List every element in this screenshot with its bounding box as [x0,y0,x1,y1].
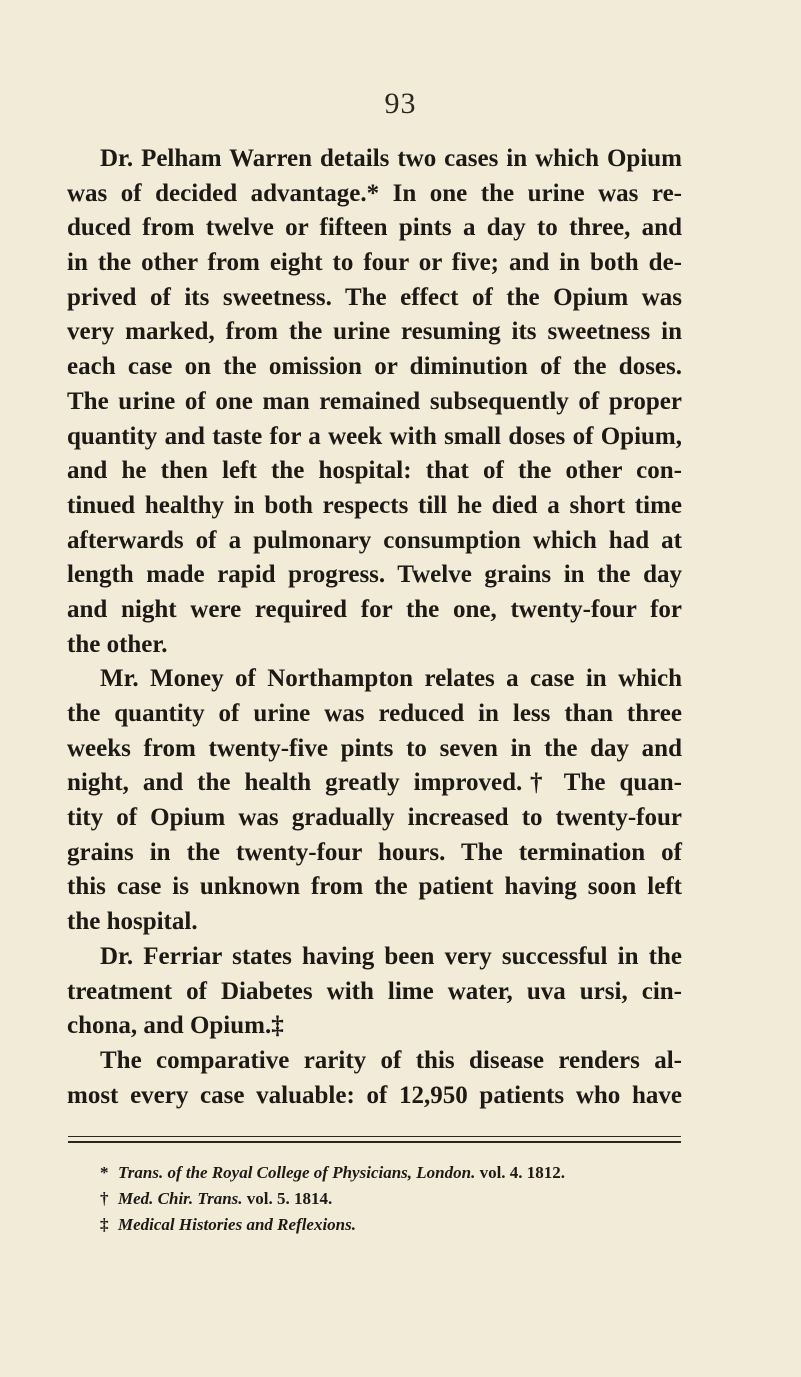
paragraph-line: was of decided advantage.* In one the urine was re- [67,179,682,207]
paragraph-line: chona, and Opium.‡ [67,1012,284,1040]
footnote-mark: ‡ [100,1215,109,1234]
paragraph-line: the other. [67,630,168,658]
footnote-title: Trans. of the Royal College of Physicians, London. [118,1163,476,1182]
footnote-detail: vol. 5. 1814. [242,1189,333,1208]
paragraph-line: night, and the health greatly improved.† The quan- [67,769,682,797]
footnote-mark: † [100,1189,109,1208]
footnote [100,1212,700,1238]
paragraph-line: afterwards of a pulmonary consumption which had at [67,526,682,554]
paragraph-line: grains in the twenty-four hours. The termination of [67,838,682,866]
footnote-detail: vol. 4. 1812. [475,1163,566,1182]
paragraph-line: tity of Opium was gradually increased to twenty-four [67,804,682,832]
body-text [67,142,682,1113]
paragraph-line: most every case valuable: of 12,950 patients who have [67,1081,682,1109]
paragraph-line: very marked, from the urine resuming its sweetness in [67,318,682,346]
footnote-divider [68,1136,681,1137]
paragraph-line: quantity and taste for a week with small doses of Opium, [67,422,682,450]
paragraph-line: the hospital. [67,908,198,936]
paragraph-line: The urine of one man remained subsequently of proper [67,387,682,415]
footnote-mark: * [100,1163,109,1182]
paragraph-line: length made rapid progress. Twelve grains in the day [67,561,682,589]
paragraph-line: and night were required for the one, twenty-four for [67,595,682,623]
footnote [100,1160,700,1186]
footnote-title: Med. Chir. Trans. [118,1189,243,1208]
page-number: 93 [384,87,417,120]
paragraph-line: tinued healthy in both respects till he died a short time [67,491,682,519]
paragraph-line: prived of its sweetness. The effect of the Opium was [67,283,682,311]
paragraph-line: this case is unknown from the patient having soon left [67,873,682,901]
paragraph-line: each case on the omission or diminution of the doses. [67,353,682,381]
paragraph-line: Mr. Money of Northampton relates a case in which [100,665,682,693]
footnotes [100,1160,700,1238]
paragraph-line: treatment of Diabetes with lime water, uva ursi, cin- [67,977,682,1005]
footnote-divider [68,1141,681,1143]
footnote [100,1186,700,1212]
paragraph-line: and he then left the hospital: that of the other con- [67,457,682,485]
paragraph-line: duced from twelve or fifteen pints a day to three, and [67,214,682,242]
paragraph-line: the quantity of urine was reduced in less than three [67,700,682,727]
paragraph-line: Dr. Ferriar states having been very successful in the [100,942,682,970]
footnote-title: Medical Histories and Reflexions. [118,1215,356,1234]
paragraph-line: weeks from twenty-five pints to seven in the day and [67,734,682,762]
paragraph-line: Dr. Pelham Warren details two cases in which Opium [100,145,682,172]
paragraph-line: in the other from eight to four or five; and in both de- [67,249,682,277]
paragraph-line: The comparative rarity of this disease renders al- [100,1046,682,1074]
